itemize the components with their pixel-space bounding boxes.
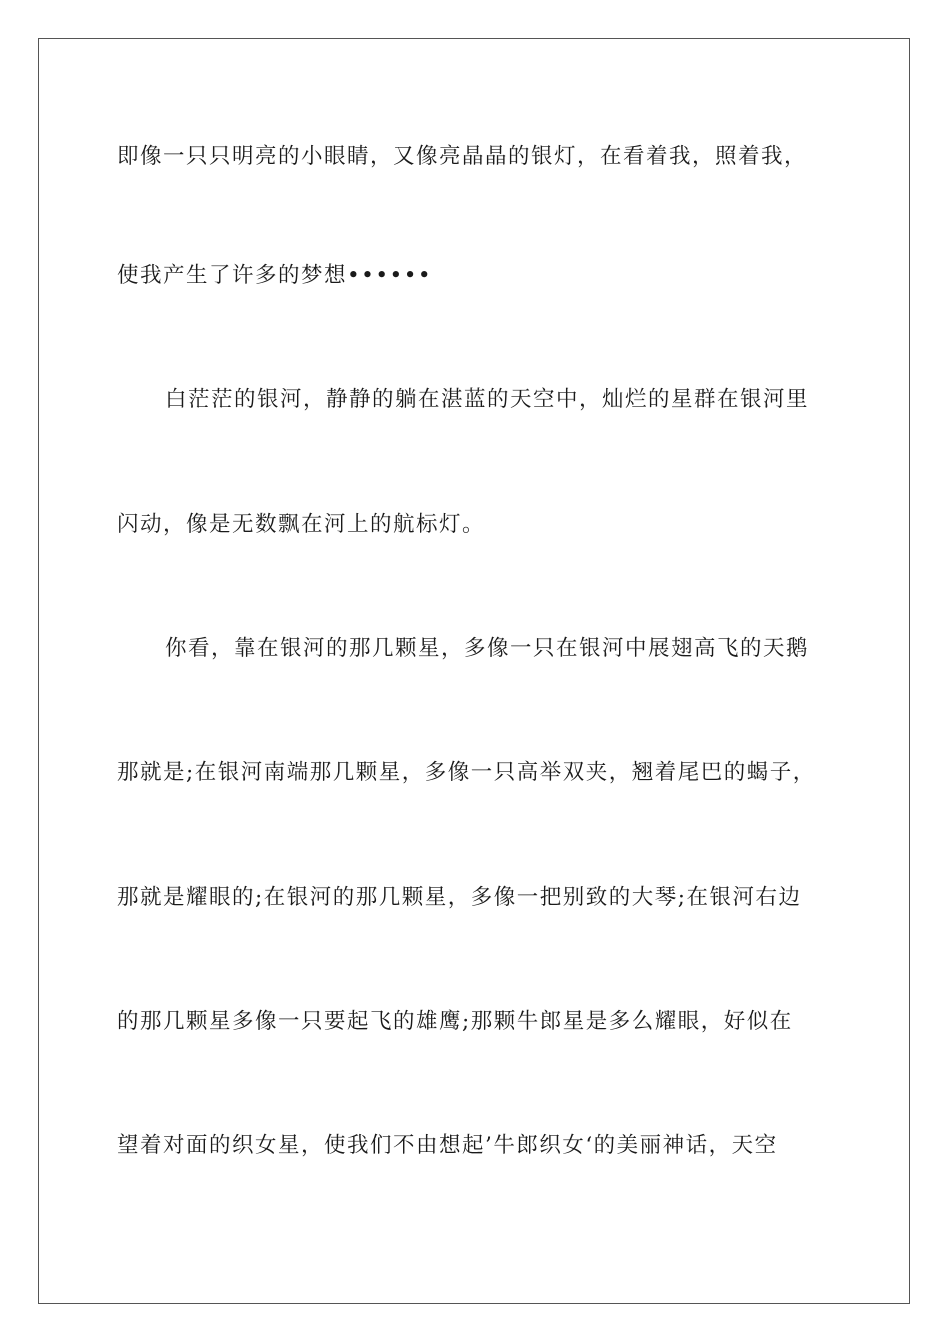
text-line-2: 使我产生了许多的梦想•••••• [117, 263, 433, 288]
text-line-7: 那就是耀眼的;在银河的那几颗星，多像一把别致的大琴;在银河右边 [117, 885, 802, 910]
text-line-1: 即像一只只明亮的小眼睛，又像亮晶晶的银灯，在看着我，照着我， [117, 144, 808, 169]
text-line-4: 闪动，像是无数飘在河上的航标灯。 [117, 512, 486, 537]
text-line-8: 的那几颗星多像一只要起飞的雄鹰;那颗牛郎星是多么耀眼，好似在 [117, 1009, 793, 1034]
paragraph-start-line-3: 白茫茫的银河，静静的躺在湛蓝的天空中，灿烂的星群在银河里 [165, 387, 810, 412]
text-line-9: 望着对面的织女星，使我们不由想起’牛郎织女‘的美丽神话，天空 [117, 1133, 778, 1158]
paragraph-start-line-5: 你看，靠在银河的那几颗星，多像一只在银河中展翅高飞的天鹅 [165, 636, 810, 661]
text-line-6: 那就是;在银河南端那几颗星，多像一只高举双夹，翘着尾巴的蝎子， [117, 760, 816, 785]
page-border [38, 38, 910, 1304]
